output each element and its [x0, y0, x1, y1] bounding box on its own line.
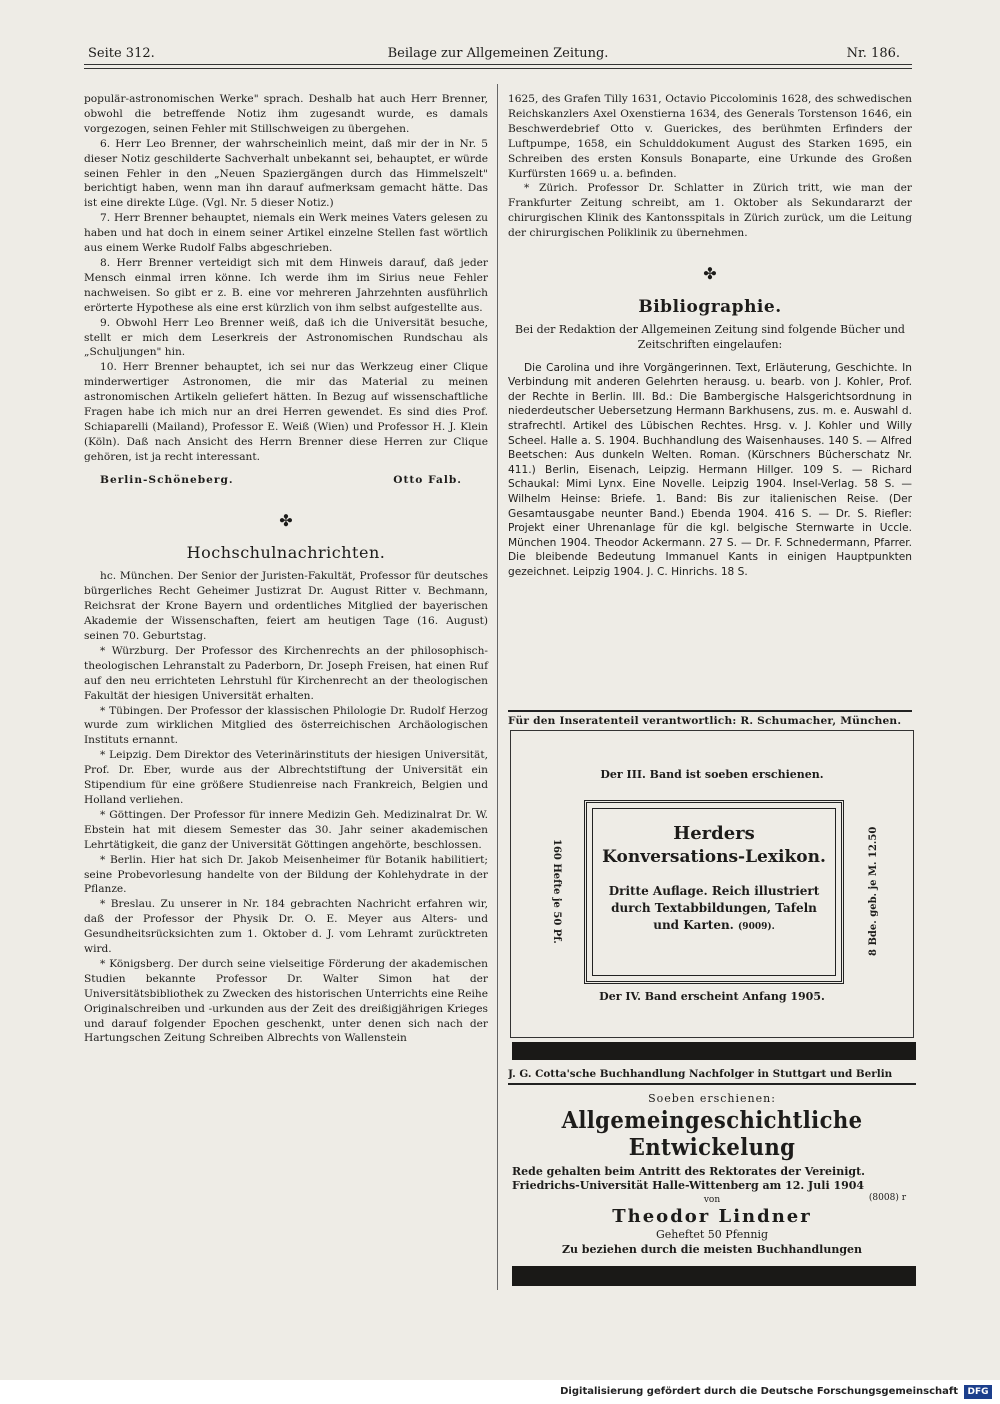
supplement-title: Beilage zur Allgemeinen Zeitung.	[387, 46, 609, 61]
news-item: * Berlin. Hier hat sich Dr. Jakob Meisenheimer für Botanik habilitiert; seine Probevorlesung handelte von der Bildung der Kohlehydrate in der Pflanze.	[84, 853, 488, 896]
ad-description-text: Dritte Auflage. Reich illustriert durch Textabbildungen, Tafeln und Karten.	[608, 884, 820, 932]
dark-divider-band	[512, 1266, 916, 1286]
bibliography-list: Die Carolina und ihre Vorgängerinnen. Text, Erläuterung, Geschichte. In Verbindung mit anderen Gelehrten herausg. u. bearb. von J. Kohler, Prof. der Rechte in Berlin. III. Bd.: Die Bambergische Halsgerichtsordnung in niederdeutscher Uebersetzung Hermann Barkhusens, zus. m. e. Auswahl d. strafrechtl. Artikel des Lübischen Rechtes. Hrsg. v. J. Kohler und Willy Scheel. Halle a. S. 1904. Buchhandlung des Waisenhauses. 140 S. — Alfred Beetschen: Aus dunkeln Welten. Roman. (Kürschners Bücherschatz Nr. 411.) Berlin, Eisenach, Leipzig. Hermann Hillger. 109 S. — Richard Schaukal: Mimi Lynx. Eine Novelle. Leipzig 1904. Insel-Verlag. 58 S. — Wilhelm Heinse: Briefe. 1. Band: Bis zur italienischen Reise. (Der Gesamtausgabe neunter Band.) Ebenda 1904. 416 S. — Dr. S. Riefler: Projekt einer Uhrenanlage für die kgl. belgische Sternwarte in Uccle. München 1904. Theodor Ackermann. 27 S. — Dr. F. Schnedermann, Pfarrer. Die bleibende Bedeutung Immanuel Kants in einigen Hauptpunkten gezeichnet. Leipzig 1904. J. C. Hinrichs. 18 S.	[508, 361, 912, 578]
left-column	[84, 92, 488, 1046]
ad-book-subtitle: Rede gehalten beim Antritt des Rektorates der Vereinigt. Friedrichs-Universität Halle-Wittenberg am 12. Juli 1904	[512, 1165, 865, 1192]
column-divider	[497, 84, 498, 1290]
ad-title-lexikon: Konversations-Lexikon.	[602, 847, 826, 867]
publisher-bar: J. G. Cotta'sche Buchhandlung Nachfolger in Stuttgart und Berlin	[508, 1068, 916, 1085]
news-item: * Göttingen. Der Professor für innere Medizin Geh. Medizinalrat Dr. W. Ebstein hat mit diesem Semester das 30. Jahr seiner akademischen Lehrtätigkeit, die ganz der Universität Göttingen angehörte, beschlossen.	[84, 808, 488, 851]
issue-number: Nr. 186.	[846, 46, 900, 61]
ornament-icon: ✤	[279, 510, 293, 530]
news-item: * Würzburg. Der Professor des Kirchenrechts an der philosophisch-theologischen Lehranstalt zu Paderborn, Dr. Joseph Freisen, hat einen Ruf auf den neu errichteten Lehrstuhl für Kirchenrecht an der theologischen Fakultät der hiesigen Universität erhalten.	[84, 644, 488, 702]
news-item: * Tübingen. Der Professor der klassischen Philologie Dr. Rudolf Herzog wurde zum wirklichen Mitglied des österreichischen Archäologischen Instituts ernannt.	[84, 704, 488, 747]
article-paragraph: 1625, des Grafen Tilly 1631, Octavio Piccolominis 1628, des schwedischen Reichskanzlers Axel Oxenstierna 1634, des Generals Torstenson 1646, ein Beschwerdebrief Otto v. Guerickes, des berühmten Erfinders der Luftpumpe, 1658, ein Schulddokument August des Starken 1695, ein Schreiben des ersten Konsuls Bonaparte, eine Urkunde des Großen Kurfürsten 1669 u. a. befinden.	[508, 93, 912, 180]
ad-author: Theodor Lindner	[612, 1206, 812, 1227]
article-paragraph: 7. Herr Brenner behauptet, niemals ein Werk meines Vaters gelesen zu haben und hat doch in einem seiner Artikel einzelne Stellen fast wörtlich aus einem Werke Rudolf Falbs abgeschrieben.	[84, 212, 488, 255]
ad-price: Geheftet 50 Pfennig	[655, 1228, 768, 1241]
ad-von-line	[508, 1195, 916, 1205]
news-item: * Königsberg. Der durch seine vielseitige Förderung der akademischen Studien bekannte Professor Dr. Walter Simon hat der Universitätsbibliothek zu Zwecken des historischen Unterrichts eine Reihe Originalschreiben und -urkunden aus der Zeit des dreißigjährigen Krieges und darauf folgender Epochen geschenkt, unter denen sich nach der Hartungschen Zeitung Schreiben Albrechts von Wallenstein	[84, 957, 488, 1045]
advertisement-cotta	[508, 1092, 916, 1256]
section-title-university-news: Hochschulnachrichten.	[186, 543, 386, 563]
ad-responsibility-line: Für den Inseratenteil verantwortlich: R. Schumacher, München.	[508, 710, 912, 727]
ad-top-line: Der III. Band ist soeben erschienen.	[600, 768, 824, 781]
funding-note: Digitalisierung gefördert durch die Deutsche Forschungsgemeinschaft	[560, 1386, 958, 1397]
news-item: * Breslau. Zu unserer in Nr. 184 gebrachten Nachricht erfahren wir, daß der Professor der Physik Dr. O. E. Meyer aus Alters- und Gesundheitsrücksichten zum 1. Oktober d. J. vom Lehramt zurücktreten wird.	[84, 898, 488, 956]
article-paragraph: 6. Herr Leo Brenner, der wahrscheinlich meint, daß mir der in Nr. 5 dieser Notiz geschilderte Sachverhalt unbekannt sei, behauptet, er würde seinen Fehler in den „Neuen Spaziergängen durch das Himmelszelt" berichtigt haben, wenn man ihn darauf aufmerksam gemacht hätte. Das ist eine direkte Lüge. (Vgl. Nr. 5 dieser Notiz.)	[84, 137, 488, 210]
ad-description	[601, 883, 827, 936]
news-item: hc. München. Der Senior der Juristen-Fakultät, Professor für deutsches bürgerliches Recht Geheimer Justizrat Dr. August Ritter v. Bechmann, Reichsrat der Krone Bayern und ordentliches Mitglied der bayerischen Akademie der Wissenschaften, feiert am heutigen Tage (16. August) seinen 70. Geburtstag.	[84, 570, 488, 642]
ornament-icon: ✤	[703, 264, 717, 284]
ad-code: (8008) r	[868, 1193, 906, 1203]
article-paragraph: 10. Herr Brenner behauptet, ich sei nur das Werkzeug einer Clique minderwertiger Astronomen, die mir das Material zu meinen astronomischen Artikeln geliefert hätten. In Bezug auf wissenschaftliche Fragen habe ich mich nur an drei Herren gewendet. Es sind dies Prof. Schiaparelli (Mailand), Professor E. Weiß (Wien) und Professor H. J. Klein (Köln). Daß nach Ansicht des Herrn Brenner diese Herren zur Clique gehören, ist ja recht interessant.	[84, 361, 488, 463]
ad-bottom-line: Der IV. Band erscheint Anfang 1905.	[599, 990, 825, 1003]
news-item: * Zürich. Professor Dr. Schlatter in Zürich tritt, wie man der Frankfurter Zeitung schreibt, am 1. Oktober als Sekundararzt der chirurgischen Klinik des Kantonsspitals in Zürich zurück, um die Leitung der chirurgischen Poliklinik zu übernehmen.	[508, 182, 912, 240]
signature-name: Otto Falb.	[393, 473, 462, 486]
right-column	[508, 92, 912, 580]
article-paragraph: populär-astronomischen Werke" sprach. Deshalb hat auch Herr Brenner, obwohl die betreffende Notiz ihm zugesandt wurde, es damals vorgezogen, seinen Fehler mit Stillschweigen zu übergehen.	[84, 93, 488, 135]
article-paragraph: 9. Obwohl Herr Leo Brenner weiß, daß ich die Universität besuche, stellt er mich dem Leserkreis der Astronomischen Rundschau als „Schuljungen" hin.	[84, 316, 488, 359]
ad-von: von	[703, 1195, 721, 1205]
signature-place: Berlin-Schöneberg.	[100, 473, 234, 486]
digitization-footer	[0, 1380, 1000, 1404]
ad-inner-box	[584, 800, 844, 984]
bibliography-intro: Bei der Redaktion der Allgemeinen Zeitung sind folgende Bücher und Zeitschriften eingelaufen:	[515, 322, 905, 351]
ad-title-herders: Herders	[673, 823, 755, 844]
ad-code: (9009).	[738, 922, 775, 932]
advertisement-herders-lexikon	[510, 730, 914, 1038]
dfg-logo: DFG	[964, 1385, 992, 1399]
ad-availability: Zu beziehen durch die meisten Buchhandlungen	[561, 1243, 863, 1256]
news-item: * Leipzig. Dem Direktor des Veterinärinstituts der hiesigen Universität, Prof. Dr. Eber, wurde aus der Albrechtstiftung der Universität ein Stipendium für eine größere Studienreise nach Frankreich, Belgien und Holland verliehen.	[84, 749, 488, 806]
article-paragraph: 8. Herr Brenner verteidigt sich mit dem Hinweis darauf, daß jeder Mensch einmal irren könne. Ich werde ihm im Sirius neue Fehler nachweisen. So gibt er z. B. eine vor mehreren Jahrzehnten ausführlich erörterte Hypothese als eine erst kürzlich von ihm selbst aufgestellte aus.	[84, 256, 488, 314]
ad-soeben: Soeben erschienen:	[648, 1092, 776, 1105]
ad-right-vertical-text: 8 Bde. geb. je M. 12.50	[868, 826, 879, 956]
page-number: Seite 312.	[88, 46, 155, 61]
header-rule	[84, 64, 912, 69]
section-title-bibliography: Bibliographie.	[638, 296, 782, 317]
signature-line	[84, 465, 488, 488]
dark-divider-band	[512, 1042, 916, 1060]
ad-book-title: Allgemeingeschichtliche Entwickelung	[561, 1107, 863, 1161]
ad-left-vertical-text: 160 Hefte je 50 Pf.	[551, 838, 562, 944]
